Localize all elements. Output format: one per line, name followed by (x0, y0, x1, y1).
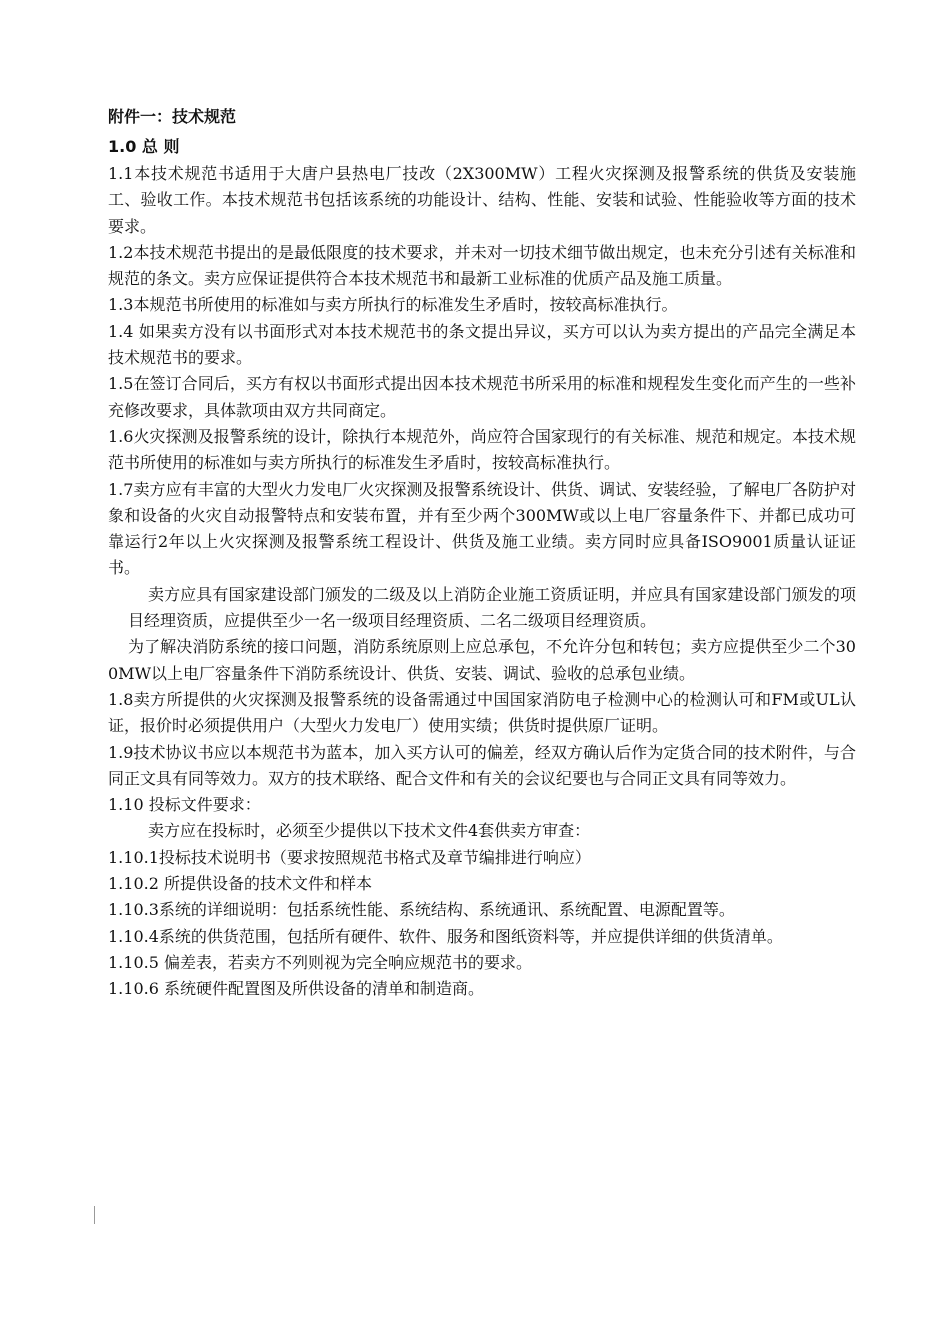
paragraph-qualification: 卖方应具有国家建设部门颁发的二级及以上消防企业施工资质证明，并应具有国家建设部门颁发的项目经理资质，应提供至少一名一级项目经理资质、二名二级项目经理资质。 (128, 584, 856, 631)
paragraph-bid-docs-intro: 卖方应在投标时，必须至少提供以下技术文件4套供卖方审查： (148, 821, 591, 841)
paragraph-1-10-3: 1.10.3系统的详细说明：包括系统性能、系统结构、系统通讯、系统配置、电源配置等。 (108, 900, 735, 920)
paragraph-1-6: 1.6火灾探测及报警系统的设计，除执行本规范外，尚应符合国家现行的有关标准、规范和规定。本技术规范书所使用的标准如与卖方所执行的标准发生矛盾时，按较高标准执行。 (108, 426, 856, 473)
document-page (108, 104, 856, 1003)
section-heading: 1.0 总 则 (108, 137, 180, 156)
paragraph-1-4: 1.4 如果卖方没有以书面形式对本技术规范书的条文提出异议，买方可以认为卖方提出的产品完全满足本技术规范书的要求。 (108, 321, 856, 368)
paragraph-general-contract: 为了解决消防系统的接口问题，消防系统原则上应总承包，不允许分包和转包；卖方应提供至少二个300MW以上电厂容量条件下消防系统设计、供货、安装、调试、验收的总承包业绩。 (108, 637, 856, 683)
paragraph-1-10-1: 1.10.1投标技术说明书（要求按照规范书格式及章节编排进行响应） (108, 847, 591, 867)
paragraph-1-10-4: 1.10.4系统的供货范围，包括所有硬件、软件、服务和图纸资料等，并应提供详细的供货清单。 (108, 926, 783, 946)
paragraph-1-9: 1.9技术协议书应以本规范书为蓝本，加入买方认可的偏差，经双方确认后作为定货合同的技术附件，与合同正文具有同等效力。双方的技术联络、配合文件和有关的会议纪要也与合同正文具有同等效力。 (108, 742, 856, 788)
paragraph-1-8: 1.8卖方所提供的火灾探测及报警系统的设备需通过中国国家消防电子检测中心的检测认可和FM或UL认证，报价时必须提供用户（大型火力发电厂）使用实绩；供货时提供原厂证明。 (108, 689, 856, 736)
paragraph-1-10-2: 1.10.2 所提供设备的技术文件和样本 (108, 874, 372, 894)
paragraph-1-10-6: 1.10.6 系统硬件配置图及所供设备的清单和制造商。 (108, 979, 484, 999)
paragraph-1-3: 1.3本规范书所使用的标准如与卖方所执行的标准发生矛盾时，按较高标准执行。 (108, 295, 678, 315)
document-title: 附件一：技术规范 (108, 107, 237, 126)
paragraph-1-1: 1.1本技术规范书适用于大唐户县热电厂技改（2X300MW）工程火灾探测及报警系统的供货及安装施工、验收工作。本技术规范书包括该系统的功能设计、结构、性能、安装和试验、性能验收等方面的技术要求。 (108, 164, 856, 236)
paragraph-1-7: 1.7卖方应有丰富的大型火力发电厂火灾探测及报警系统设计、供货、调试、安装经验，了解电厂各防护对象和设备的火灾自动报警特点和安装布置，并有至少两个300MW或以上电厂容量条件下、并都已成功可靠运行2年以上火灾探测及报警系统工程设计、供货及施工业绩。卖方同时应具备ISO9001质量认证证书。 (108, 479, 856, 578)
paragraph-1-10-5: 1.10.5 偏差表，若卖方不列则视为完全响应规范书的要求。 (108, 952, 532, 972)
margin-change-bar (94, 1206, 95, 1224)
paragraph-1-2: 1.2本技术规范书提出的是最低限度的技术要求，并未对一切技术细节做出规定，也未充分引述有关标准和规范的条文。卖方应保证提供符合本技术规范书和最新工业标准的优质产品及施工质量。 (108, 242, 856, 289)
paragraph-1-10: 1.10 投标文件要求： (108, 795, 261, 815)
paragraph-1-5: 1.5在签订合同后，买方有权以书面形式提出因本技术规范书所采用的标准和规程发生变化而产生的一些补充修改要求，具体款项由双方共同商定。 (108, 374, 856, 420)
